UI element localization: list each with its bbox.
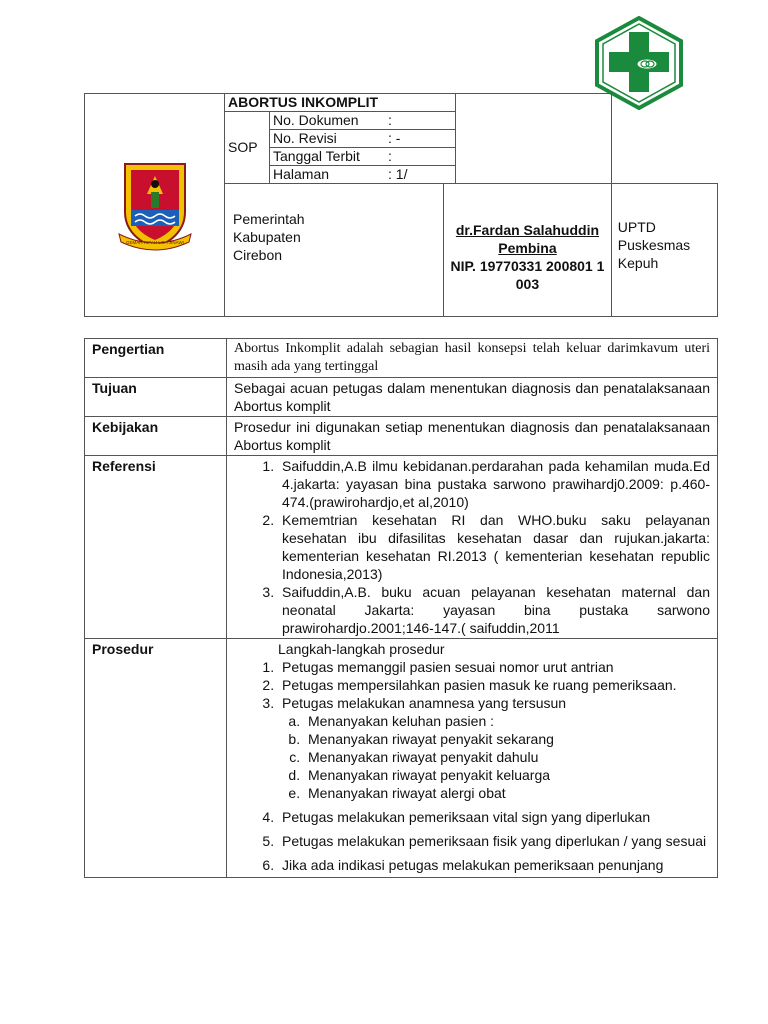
sop-fields-table [225,94,455,183]
anamnesa-item: b. Menanyakan riwayat penyakit sekarang [304,730,710,748]
anamnesa-sublist [282,712,710,802]
sop-content-table [84,338,718,878]
text-pengertian: Abortus Inkomplit adalah sebagian hasil konsepsi telah keluar darimkavum uteri masih ada yang tertinggal [227,339,718,378]
referensi-list [234,457,710,637]
prosedur-step: 5. Petugas melakukan pemeriksaan fisik yang diperlukan / yang sesuai [278,832,710,850]
anamnesa-item: a. Menanyakan keluhan pasien : [304,712,710,730]
row-prosedur [85,639,718,878]
row-tujuan [85,378,718,417]
text-kebijakan: Prosedur ini digunakan setiap menentukan diagnosis dan penatalaksanaan Abortus komplit [227,417,718,456]
referensi-list-cell [227,456,718,639]
unit-cell [611,184,717,317]
title-sop-cell [225,94,456,184]
prosedur-step: 6. Jika ada indikasi petugas melakukan pemeriksaan penunjang [278,856,710,874]
signer-name: dr.Fardan Salahuddin [455,222,600,238]
signer-rank: Pembina [498,240,557,256]
gov-line-1: Pemerintah [233,211,305,227]
prosedur-step-text: Petugas melakukan anamnesa yang tersusun [282,695,567,711]
field-value-halaman: : 1/ [382,166,455,184]
row-kebijakan [85,417,718,456]
label-tujuan: Tujuan [85,378,227,417]
prosedur-step: 1. Petugas memanggil pasien sesuai nomor urut antrian [278,658,710,676]
signature-cell [444,184,612,317]
label-prosedur: Prosedur [85,639,227,878]
field-key-tanggal-terbit: Tanggal Terbit [270,148,383,166]
emblem-motto: GEMAH RIPAH LOH JINAWI [125,239,184,245]
field-value-tanggal-terbit: : [382,148,455,166]
field-key-halaman: Halaman [270,166,383,184]
referensi-item: 3. Saifuddin,A.B. buku acuan pelayanan kesehatan maternal dan neonatal Jakarta: yayasan bina pustaka sarwono prawirohardjo.2001;146-147.( saifuddin,2011 [278,583,710,637]
blank-header-cell [455,94,611,184]
prosedur-cell [227,639,718,878]
field-value-no-revisi: : - [382,130,455,148]
prosedur-step: 2. Petugas mempersilahkan pasien masuk ke ruang pemeriksaan. [278,676,710,694]
label-kebijakan: Kebijakan [85,417,227,456]
signer-nip: NIP. 19770331 200801 1 003 [450,258,605,292]
sop-label: SOP [225,112,270,184]
prosedur-steps [234,658,710,874]
prosedur-step [278,694,710,802]
gov-line-3: Cirebon [233,247,283,263]
anamnesa-item: e. Menanyakan riwayat alergi obat [304,784,710,802]
government-cell [225,184,444,317]
document-title: ABORTUS INKOMPLIT [225,94,455,112]
prosedur-step: 4. Petugas melakukan pemeriksaan vital sign yang diperlukan [278,808,710,826]
gov-line-2: Kabupaten [233,229,301,245]
field-key-no-dokumen: No. Dokumen [270,112,383,130]
anamnesa-item: c. Menanyakan riwayat penyakit dahulu [304,748,710,766]
row-pengertian [85,339,718,378]
row-referensi [85,456,718,639]
prosedur-intro: Langkah-langkah prosedur [278,641,445,657]
sop-header-table [84,93,718,317]
anamnesa-item: d. Menanyakan riwayat penyakit keluarga [304,766,710,784]
field-key-no-revisi: No. Revisi [270,130,383,148]
cirebon-regency-emblem-icon [113,154,197,254]
referensi-item: 1. Saifuddin,A.B ilmu kebidanan.perdarahan pada kehamilan muda.Ed 4.jakarta: yayasan bina pustaka sarwono prawihardj0.2009: p.460-474.(prawirohardjo,et al,2010) [278,457,710,511]
emblem-cell [85,94,225,317]
label-referensi: Referensi [85,456,227,639]
unit-line-2: Kepuh [617,255,659,271]
label-pengertian: Pengertian [85,339,227,378]
referensi-item: 2. Kememtrian kesehatan RI dan WHO.buku saku pelayanan kesehatan ibu difasilitas kesehatan dasar dan rujukan.jakarta: kementerian kesehatan RI.2013 ( kementerian kesehatan republic Indonesia,2013) [278,511,710,583]
unit-line-1: UPTD Puskesmas [617,219,691,253]
text-tujuan: Sebagai acuan petugas dalam menentukan diagnosis dan penatalaksanaan Abortus komplit [227,378,718,417]
field-value-no-dokumen: : [382,112,455,130]
